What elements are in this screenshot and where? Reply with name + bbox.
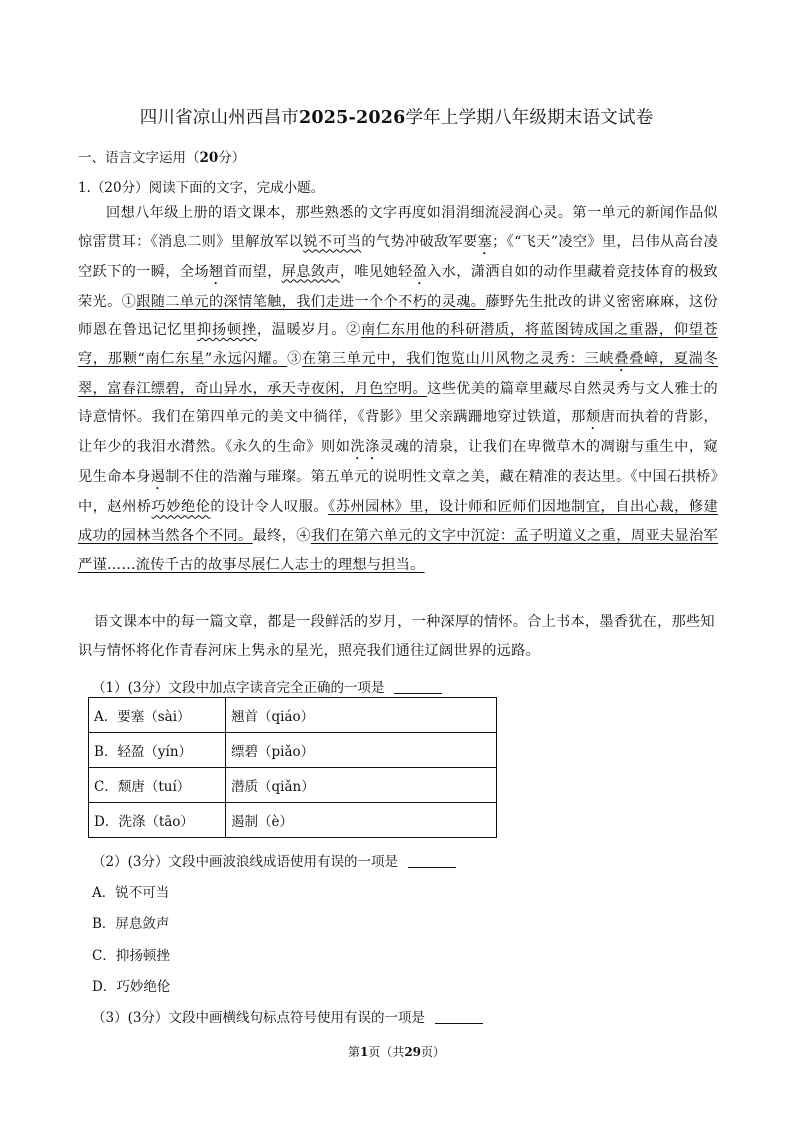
sub-question-1: （1）(3分）文段中加点字读音完全正确的一项是 — [92, 676, 442, 696]
option-b: B．屏息敛声 — [92, 916, 170, 932]
option-cell: 潜质（qiǎn） — [226, 768, 497, 803]
option-a: A．锐不可当 — [92, 885, 170, 901]
option-c: C．抑扬顿挫 — [92, 948, 170, 964]
dotted-char: 洗涤 — [350, 439, 380, 456]
table-row — [89, 698, 497, 733]
underlined-sentence: 南仁东用他的科研潜质，将蓝图铸成国之重器，仰望苍穹，那颗“南仁东星”永远闪耀。 — [78, 322, 718, 367]
question-1-heading: 1.（20分）阅读下面的文字，完成小题。 — [78, 180, 325, 196]
section-heading: 一、语言文字运用（20分） — [78, 150, 246, 166]
page-footer: 第1页（共29页） — [347, 1045, 446, 1059]
underlined-sentence: 跟随二单元的深情笔触，我们走进一个个不朽的灵魂。 — [136, 293, 486, 310]
table-row — [89, 733, 497, 768]
reading-passage: 回想八年级上册的语文课本，那些熟悉的文字再度如涓涓细流浸润心灵。第一单元的新闻作品似惊雷贯耳：《消息二则》里解放军以锐不可当的气势冲破敌军要塞；《“飞天”凌空》里，吕伟从高台凌空跃下的一瞬，全场翘首而望，屏息敛声，唯见她轻盈入水，潇洒自如的动作里藏着竞技体育的极致荣光。①跟随二单元的深情笔触，我们走进一个个不朽的灵魂。藤野先生批改的讲义密密麻麻，这份师恩在鲁迅记忆里抑扬顿挫，温暖岁月。②南仁东用他的科研潜质，将蓝图铸成国之重器，仰望苍穹，那颗“南仁东星”永远闪耀。③在第三单元中，我们饱览山川风物之灵秀：三峡叠叠嶂，夏湍冬翠，富春江缥碧，奇山异水，承天寺夜闲，月色空明。这些优美的篇章里藏尽自然灵秀与文人雅士的诗意情怀。我们在第四单元的美文中徜徉，《背影》里父亲蹒跚地穿过铁道，那颓唐而执着的背影，让年少的我泪水潸然。《永久的生命》则如洗涤灵魂的清泉，让我们在卑微草木的凋谢与重生中，窥见生命本身遏制不住的浩瀚与璀璨。第五单元的说明性文章之美，藏在精准的表达里。《中国石拱桥》中，赵州桥巧妙绝伦的设计令人叹服。《苏州园林》里，设计师和匠师们因地制宜，自出心裁，修建成功的园林当然各个不同。最终，④我们在第六单元的文字中沉淀：孟子明道义之重，周亚夫显治军严谨……流传千古的故事尽展仁人志士的理想与担当。 — [78, 205, 718, 573]
option-cell: B．轻盈（yín） — [89, 733, 226, 768]
dotted-char: 翘 — [208, 263, 224, 280]
dotted-char: 遏 — [150, 469, 166, 486]
option-d: D．巧妙绝伦 — [92, 979, 171, 995]
sub-question-3: （3）(3分）文段中画横线句标点符号使用有误的一项是 — [92, 1006, 483, 1026]
passage-conclusion: 语文课本中的每一篇文章，都是一段鲜活的岁月，一种深厚的情怀。合上书本，墨香犹在，那些知识与情怀将化作青春河床上隽永的星光，照亮我们通往辽阔世界的远路。 — [78, 614, 715, 659]
sub-question-2: （2）(3分）文段中画波浪线成语使用有误的一项是 — [92, 850, 456, 870]
title-year: 2025-2026 — [299, 108, 406, 128]
dotted-char: 颓 — [585, 409, 601, 426]
option-cell: D．洗涤（tāo） — [89, 803, 226, 838]
options-table — [88, 697, 497, 838]
option-cell: 缥碧（piǎo） — [226, 733, 497, 768]
exam-title: 四川省凉山州西昌市2025-2026学年上学期八年级期末语文试卷 — [139, 108, 654, 128]
dotted-char: 叠 — [614, 350, 630, 367]
underlined-sentence: 《苏州园林》里，设计师和匠师们因地制宜，自出心裁，修建成功的园林当然各个不同。 — [78, 499, 718, 544]
table-row — [89, 768, 497, 803]
option-cell: 翘首（qiáo） — [226, 698, 497, 733]
option-cell: A．要塞（sài） — [89, 698, 226, 733]
option-cell: C．颓唐（tuí） — [89, 768, 226, 803]
answer-blank[interactable] — [435, 1023, 483, 1024]
wavy-idiom: 抑扬顿挫 — [197, 322, 257, 339]
wavy-idiom: 屏息敛声 — [281, 263, 340, 280]
option-cell: 遏制（è） — [226, 803, 497, 838]
underlined-sentence: 在第三单元中，我们饱览山川风物之灵秀：三峡叠叠嶂，夏湍冬翠，富春江缥碧，奇山异水，承天寺夜闲，月色空明。 — [78, 350, 718, 397]
wavy-idiom: 锐不可当 — [303, 233, 362, 250]
answer-blank[interactable] — [408, 867, 456, 868]
answer-blank[interactable] — [394, 693, 442, 694]
table-row — [89, 803, 497, 838]
underlined-sentence: 我们在第六单元的文字中沉淀：孟子明道义之重，周亚夫显治军严谨……流传千古的故事尽展仁人志士的理想与担当。 — [78, 527, 718, 573]
dotted-char: 盈 — [412, 263, 428, 280]
wavy-idiom: 巧妙绝伦 — [151, 499, 211, 516]
dotted-char: 塞 — [477, 233, 493, 250]
